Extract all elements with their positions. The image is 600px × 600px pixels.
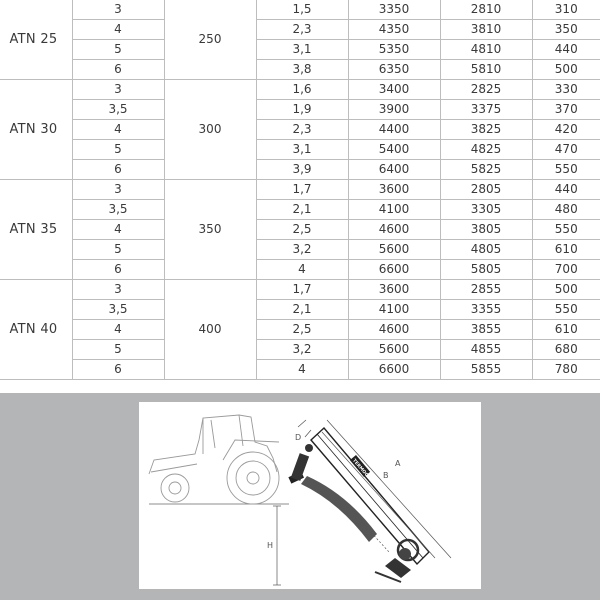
table-row [0,320,600,340]
dimension-label-a: A [395,459,401,468]
table-cell: 2855 [440,280,532,300]
table-cell: 3 [72,0,164,20]
table-cell: 1,7 [256,180,348,200]
table-cell: 5600 [348,340,440,360]
table-cell: 500 [532,280,600,300]
table-row [0,220,600,240]
table-row [0,200,600,220]
table-cell: 3600 [348,280,440,300]
dimension-label-d: D [295,433,302,442]
table-cell: 4 [72,20,164,40]
table-row [0,180,600,200]
table-cell: 3355 [440,300,532,320]
table-cell: 500 [532,60,600,80]
size-cell: 400 [164,280,256,380]
table-cell: 350 [532,20,600,40]
table-cell: 4 [72,220,164,240]
table-cell: 4350 [348,20,440,40]
table-cell: 5810 [440,60,532,80]
size-cell: 250 [164,0,256,80]
table-cell: 550 [532,220,600,240]
table-cell: 4805 [440,240,532,260]
table-cell: 5 [72,240,164,260]
table-cell: 550 [532,300,600,320]
table-cell: 3 [72,280,164,300]
table-cell: 3375 [440,100,532,120]
table-cell: 2805 [440,180,532,200]
table-cell: 4855 [440,340,532,360]
table-cell: 4600 [348,220,440,240]
table-cell: 420 [532,120,600,140]
table-cell: 470 [532,140,600,160]
table-cell: 3,5 [72,100,164,120]
table-cell: 3810 [440,20,532,40]
table-cell: 3,9 [256,160,348,180]
table-cell: 550 [532,160,600,180]
table-row [0,140,600,160]
table-cell: 5 [72,340,164,360]
auger-dimension-drawing [139,402,481,589]
table-row [0,80,600,100]
tractor-outline [149,415,279,504]
table-cell: 610 [532,240,600,260]
size-cell: 300 [164,80,256,180]
table-cell: 1,5 [256,0,348,20]
table-cell: 5350 [348,40,440,60]
table-row [0,240,600,260]
table-cell: 4810 [440,40,532,60]
table-cell: 370 [532,100,600,120]
table-row [0,100,600,120]
table-cell: 610 [532,320,600,340]
table-row [0,20,600,40]
table-cell: 5805 [440,260,532,280]
table-cell: 4600 [348,320,440,340]
table-row [0,160,600,180]
table-cell: 480 [532,200,600,220]
table-cell: 1,9 [256,100,348,120]
table-cell: 2,5 [256,320,348,340]
table-row [0,120,600,140]
dimension-label-h: H [267,541,274,550]
table-cell: 3805 [440,220,532,240]
table-cell: 5400 [348,140,440,160]
auger-boom [288,428,429,582]
table-cell: 3600 [348,180,440,200]
dimension-label-angle: α [359,519,365,528]
table-cell: 1,6 [256,80,348,100]
table-cell: 4 [256,360,348,380]
table-cell: 3305 [440,200,532,220]
size-cell: 350 [164,180,256,280]
table-cell: 4400 [348,120,440,140]
brand-label: TERMOCOM [351,458,374,485]
table-row [0,260,600,280]
table-cell: 700 [532,260,600,280]
table-cell: 3350 [348,0,440,20]
table-row [0,60,600,80]
table-cell: 4 [72,320,164,340]
table-cell: 6600 [348,360,440,380]
table-cell: 310 [532,0,600,20]
table-cell: 2,3 [256,20,348,40]
table-cell: 4 [256,260,348,280]
table-cell: 6 [72,160,164,180]
table-cell: 680 [532,340,600,360]
table-cell: 6 [72,60,164,80]
table-row [0,280,600,300]
table-cell: 330 [532,80,600,100]
table-cell: 3,5 [72,200,164,220]
table-cell: 3855 [440,320,532,340]
table-cell: 2,3 [256,120,348,140]
table-cell: 2,1 [256,300,348,320]
table-cell: 5600 [348,240,440,260]
table-cell: 2,5 [256,220,348,240]
table-cell: 4100 [348,300,440,320]
table-cell: 5855 [440,360,532,380]
table-cell: 3 [72,180,164,200]
table-cell: 5 [72,140,164,160]
table-cell: 780 [532,360,600,380]
table-cell: 6 [72,360,164,380]
table-cell: 3825 [440,120,532,140]
table-cell: 2810 [440,0,532,20]
table-cell: 3900 [348,100,440,120]
table-cell: 3,1 [256,40,348,60]
model-name-cell: ATN 30 [0,80,72,180]
table-cell: 3,8 [256,60,348,80]
table-cell: 5825 [440,160,532,180]
table-cell: 3,2 [256,340,348,360]
table-cell: 3400 [348,80,440,100]
table-cell: 6350 [348,60,440,80]
table-cell: 3 [72,80,164,100]
model-name-cell: ATN 25 [0,0,72,80]
table-row [0,360,600,380]
table-row [0,0,600,20]
table-cell: 4 [72,120,164,140]
table-cell: 6600 [348,260,440,280]
table-row [0,340,600,360]
table-cell: 440 [532,180,600,200]
table-cell: 4100 [348,200,440,220]
dimension-diagram [139,402,481,589]
table-cell: 3,5 [72,300,164,320]
table-cell: 4825 [440,140,532,160]
table-cell: 2825 [440,80,532,100]
dimension-lines [273,420,451,585]
table-row [0,300,600,320]
table-cell: 5 [72,40,164,60]
table-cell: 1,7 [256,280,348,300]
model-name-cell: ATN 35 [0,180,72,280]
table-cell: 2,1 [256,200,348,220]
table-cell: 440 [532,40,600,60]
dimension-label-b: B [383,471,389,480]
diagram-panel [0,393,600,600]
table-cell: 3,1 [256,140,348,160]
table-cell: 3,2 [256,240,348,260]
table-row [0,40,600,60]
model-name-cell: ATN 40 [0,280,72,380]
table-cell: 6400 [348,160,440,180]
table-cell: 6 [72,260,164,280]
